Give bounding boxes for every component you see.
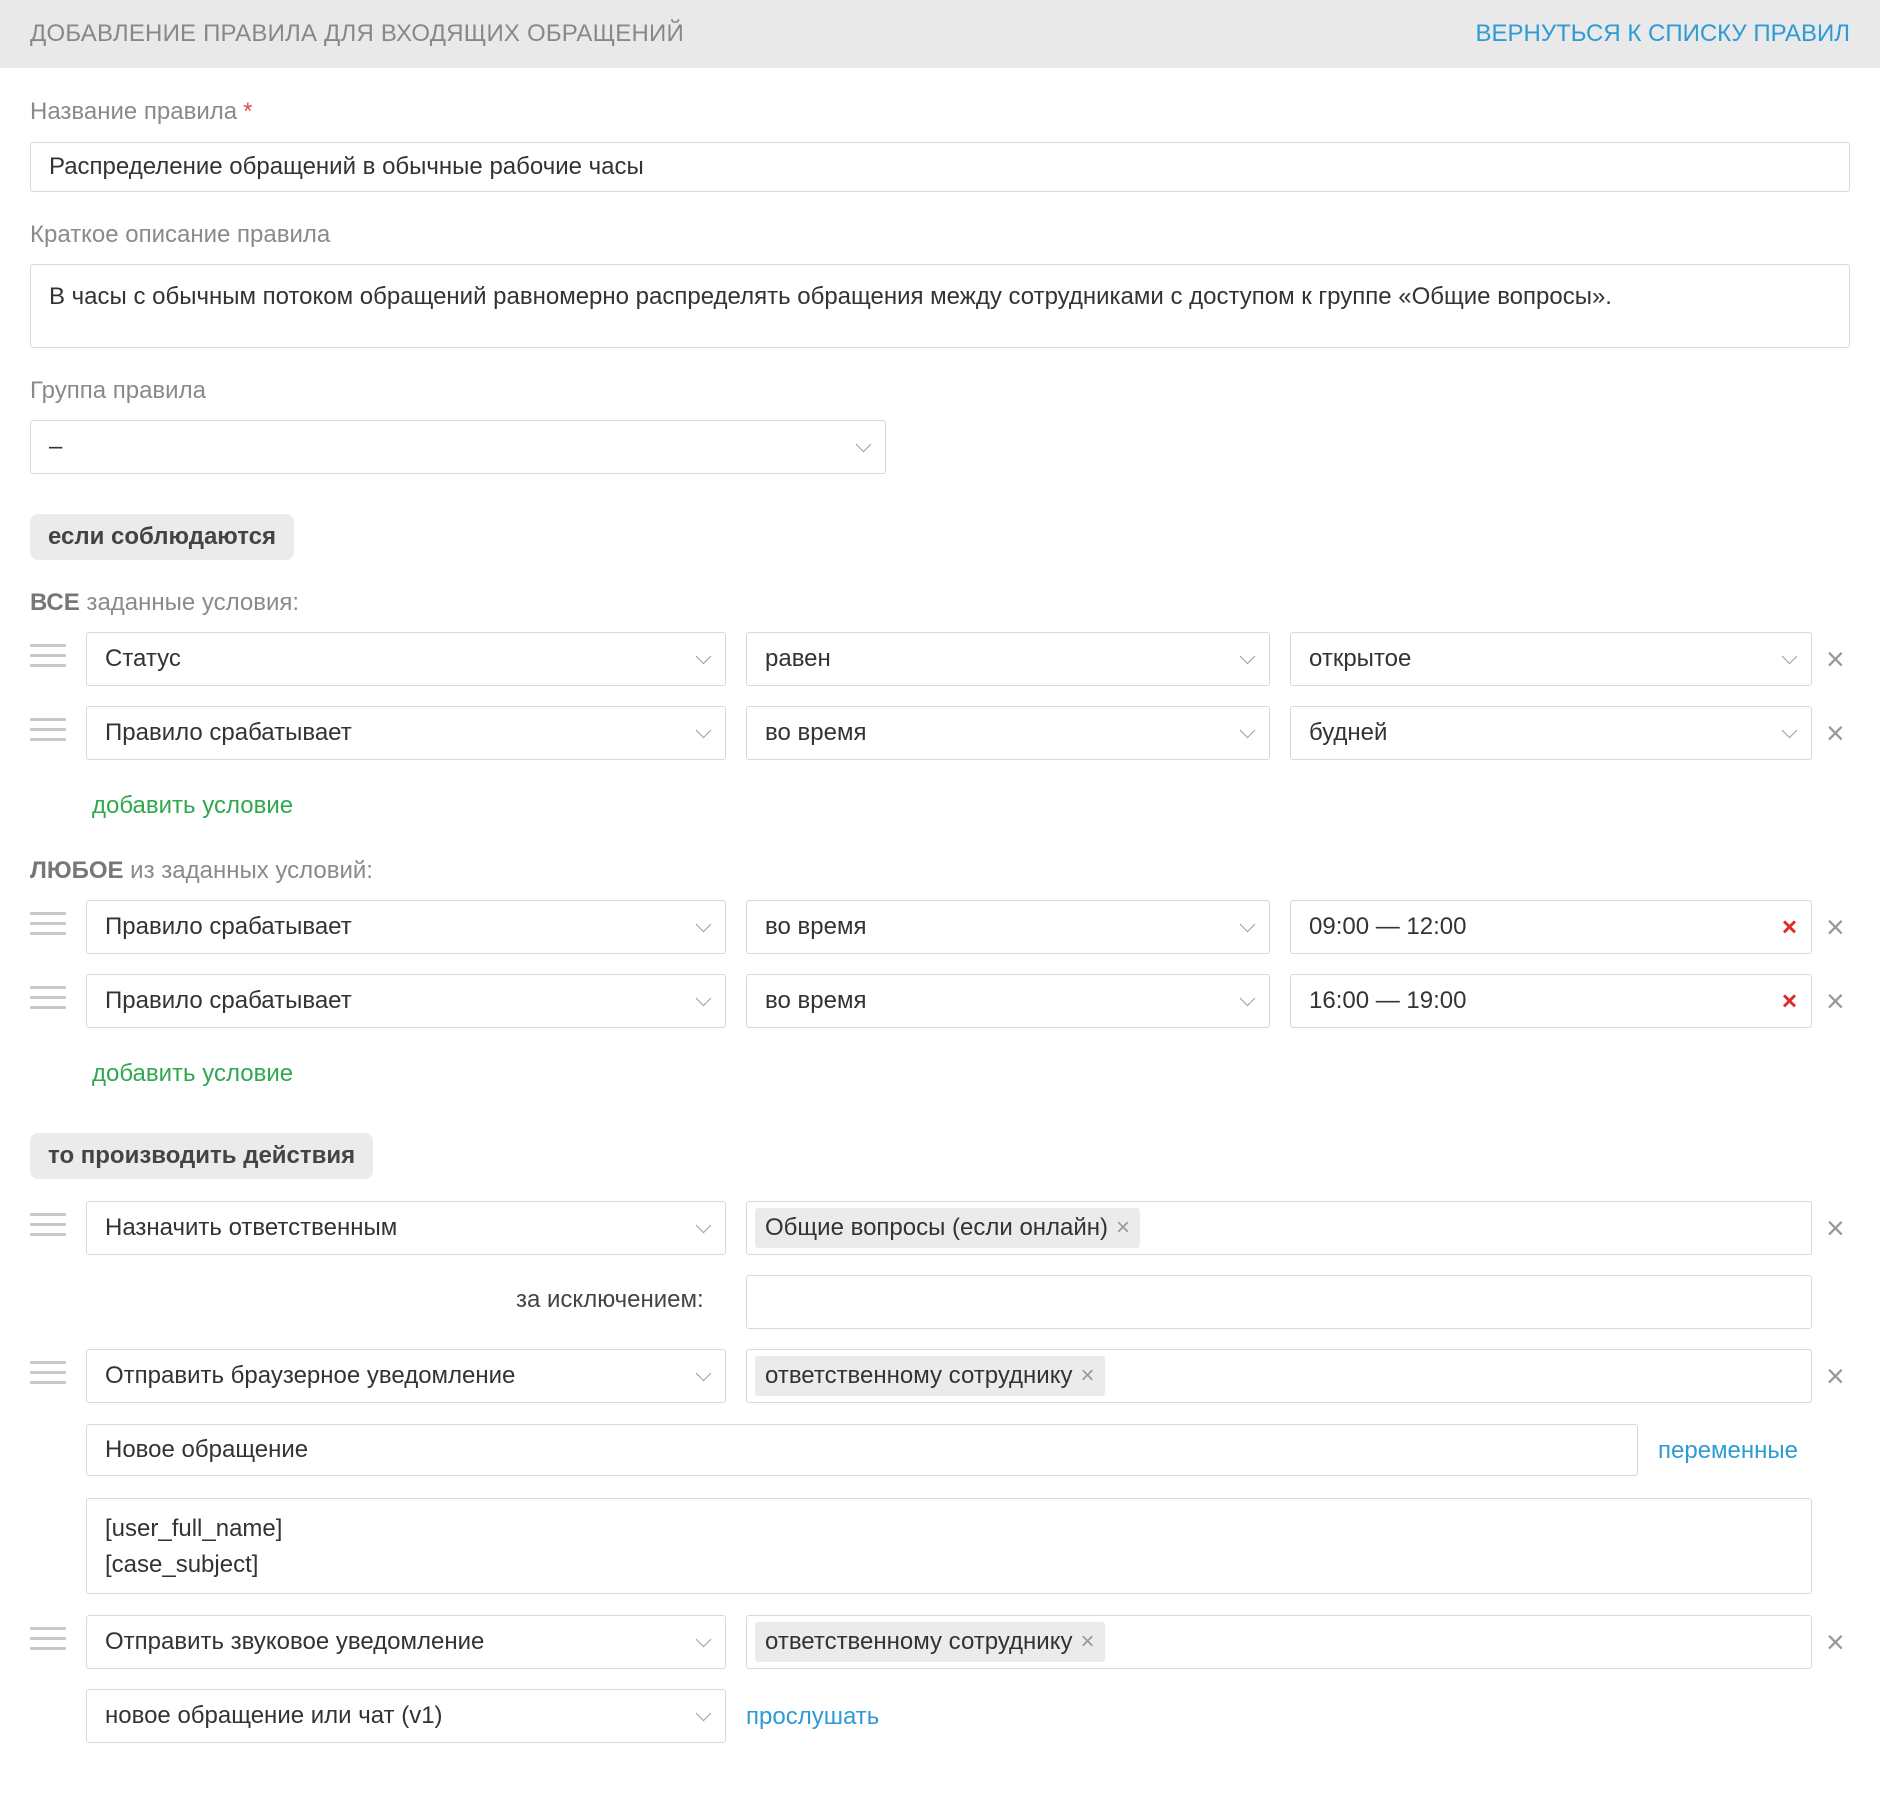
- any-conditions-label: ЛЮБОЕ из заданных условий:: [30, 857, 373, 884]
- rule-group-select[interactable]: –: [30, 420, 886, 474]
- all-conditions-label: ВСЕ заданные условия:: [30, 589, 300, 616]
- add-any-condition-link[interactable]: добавить условие: [92, 1060, 294, 1087]
- condition-field-select[interactable]: Правило срабатывает: [86, 706, 726, 760]
- condition-field-select[interactable]: Статус: [86, 632, 726, 686]
- notification-body-line: [user_full_name]: [105, 1515, 283, 1542]
- chevron-down-icon: [1240, 991, 1256, 1007]
- action-type-select[interactable]: Отправить браузерное уведомление: [86, 1349, 726, 1403]
- remove-condition-icon[interactable]: ×: [1826, 715, 1845, 751]
- clear-time-icon[interactable]: ×: [1781, 911, 1797, 942]
- action-type-select[interactable]: Отправить звуковое уведомление: [86, 1615, 726, 1669]
- drag-handle-icon[interactable]: [30, 986, 66, 1016]
- add-all-condition-link[interactable]: добавить условие: [92, 792, 294, 819]
- remove-action-icon[interactable]: ×: [1826, 1210, 1845, 1246]
- variables-link[interactable]: переменные: [1658, 1437, 1798, 1464]
- except-multiselect[interactable]: [746, 1275, 1812, 1329]
- notification-body-line: [case_subject]: [105, 1551, 259, 1578]
- recipient-tag: ответственному сотруднику ×: [755, 1622, 1105, 1662]
- sound-recipient-multiselect[interactable]: [746, 1615, 1812, 1669]
- time-range-input[interactable]: 09:00 — 12:00 ×: [1290, 900, 1812, 954]
- chevron-down-icon: [696, 723, 712, 739]
- rule-description-textarea[interactable]: В часы с обычным потоком обращений равномерно распределять обращения между сотрудниками с доступом к группе «Общие вопросы».: [30, 264, 1850, 348]
- assignee-tag: Общие вопросы (если онлайн) ×: [755, 1208, 1140, 1248]
- recipient-tag: ответственному сотруднику ×: [755, 1356, 1105, 1396]
- remove-condition-icon[interactable]: ×: [1826, 909, 1845, 945]
- sound-select[interactable]: новое обращение или чат (v1): [86, 1689, 726, 1743]
- chevron-down-icon: [1782, 723, 1798, 739]
- tag-remove-icon[interactable]: ×: [1080, 1628, 1095, 1655]
- chevron-down-icon: [696, 917, 712, 933]
- tag-remove-icon[interactable]: ×: [1080, 1362, 1095, 1389]
- remove-condition-icon[interactable]: ×: [1826, 983, 1845, 1019]
- chevron-down-icon: [696, 1632, 712, 1648]
- chevron-down-icon: [696, 991, 712, 1007]
- rule-name-label: Название правила *: [30, 98, 253, 125]
- clear-time-icon[interactable]: ×: [1781, 985, 1797, 1016]
- assign-target-multiselect[interactable]: [746, 1201, 1812, 1255]
- drag-handle-icon[interactable]: [30, 1627, 66, 1657]
- tag-remove-icon[interactable]: ×: [1116, 1214, 1131, 1241]
- required-mark: *: [243, 98, 253, 125]
- condition-field-select[interactable]: Правило срабатывает: [86, 900, 726, 954]
- actions-pill: то производить действия: [30, 1133, 373, 1179]
- rule-group-label: Группа правила: [30, 377, 206, 404]
- back-to-rules-link[interactable]: ВЕРНУТЬСЯ К СПИСКУ ПРАВИЛ: [1475, 20, 1850, 47]
- drag-handle-icon[interactable]: [30, 912, 66, 942]
- chevron-down-icon: [1240, 649, 1256, 665]
- condition-field-select[interactable]: Правило срабатывает: [86, 974, 726, 1028]
- condition-value-select[interactable]: будней: [1290, 706, 1812, 760]
- action-type-select[interactable]: Назначить ответственным: [86, 1201, 726, 1255]
- chevron-down-icon: [1240, 723, 1256, 739]
- condition-operator-select[interactable]: во время: [746, 974, 1270, 1028]
- drag-handle-icon[interactable]: [30, 718, 66, 748]
- chevron-down-icon: [696, 649, 712, 665]
- chevron-down-icon: [696, 1706, 712, 1722]
- chevron-down-icon: [1240, 917, 1256, 933]
- remove-action-icon[interactable]: ×: [1826, 1624, 1845, 1660]
- drag-handle-icon[interactable]: [30, 1213, 66, 1243]
- condition-value-select[interactable]: открытое: [1290, 632, 1812, 686]
- drag-handle-icon[interactable]: [30, 644, 66, 674]
- notification-title-input[interactable]: Новое обращение: [86, 1424, 1638, 1476]
- notification-body-textarea[interactable]: [86, 1498, 1812, 1594]
- time-range-input[interactable]: 16:00 — 19:00 ×: [1290, 974, 1812, 1028]
- condition-operator-select[interactable]: во время: [746, 900, 1270, 954]
- remove-action-icon[interactable]: ×: [1826, 1358, 1845, 1394]
- notify-recipient-multiselect[interactable]: [746, 1349, 1812, 1403]
- page-title: ДОБАВЛЕНИЕ ПРАВИЛА ДЛЯ ВХОДЯЩИХ ОБРАЩЕНИЙ: [30, 20, 684, 47]
- drag-handle-icon[interactable]: [30, 1361, 66, 1391]
- condition-operator-select[interactable]: во время: [746, 706, 1270, 760]
- conditions-pill: если соблюдаются: [30, 514, 294, 560]
- chevron-down-icon: [856, 437, 872, 453]
- chevron-down-icon: [1782, 649, 1798, 665]
- rule-name-input[interactable]: Распределение обращений в обычные рабочие часы: [30, 142, 1850, 192]
- rule-description-label: Краткое описание правила: [30, 221, 331, 248]
- remove-condition-icon[interactable]: ×: [1826, 641, 1845, 677]
- except-label: за исключением:: [516, 1286, 704, 1313]
- chevron-down-icon: [696, 1366, 712, 1382]
- chevron-down-icon: [696, 1218, 712, 1234]
- listen-link[interactable]: прослушать: [746, 1703, 880, 1730]
- condition-operator-select[interactable]: равен: [746, 632, 1270, 686]
